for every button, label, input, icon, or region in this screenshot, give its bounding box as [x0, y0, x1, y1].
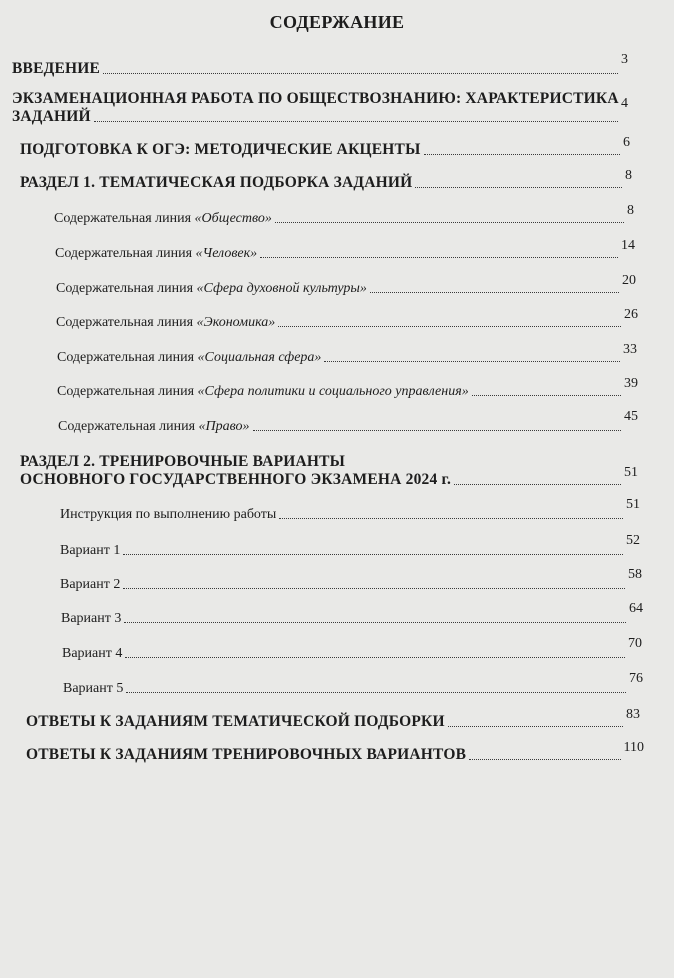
- leader-dots: [123, 588, 625, 589]
- toc-page-number: 52: [626, 533, 640, 548]
- subentry-topic: «Сфера духовной культуры»: [196, 281, 367, 296]
- leader-dots: [324, 361, 620, 362]
- toc-entry-answers-thematic[interactable]: [26, 707, 640, 731]
- toc-page-number: 39: [624, 376, 638, 391]
- subentry-topic: «Право»: [198, 419, 250, 434]
- leader-dots: [415, 187, 622, 188]
- toc-subentry[interactable]: [62, 636, 642, 662]
- subentry-prefix: Содержательная линия: [54, 211, 195, 226]
- leader-dots: [448, 726, 623, 727]
- toc-entry-section2[interactable]: [20, 453, 638, 489]
- subentry-prefix: Содержательная линия: [56, 281, 197, 296]
- toc-subentry[interactable]: [63, 671, 643, 697]
- toc-entry-answers-variants[interactable]: [26, 740, 644, 764]
- toc-page-number: 58: [628, 567, 642, 582]
- subentry-topic: «Сфера политики и социального управления»: [197, 384, 469, 399]
- subentry-topic: «Социальная сфера»: [197, 350, 322, 365]
- subentry-title: Вариант 2: [60, 577, 121, 592]
- toc-page-number: 8: [627, 203, 634, 218]
- leader-dots: [125, 657, 625, 658]
- toc-page-number: 83: [626, 707, 640, 722]
- page-title: СОДЕРЖАНИЕ: [269, 12, 405, 32]
- toc-entry-section1[interactable]: [20, 168, 632, 192]
- toc-page-number: 14: [621, 238, 635, 253]
- subentry-prefix: Содержательная линия: [55, 246, 196, 261]
- subentry-title: Вариант 1: [60, 543, 121, 558]
- toc-entry-title-line2: ЗАДАНИЙ: [12, 108, 91, 125]
- subentry-title: Вариант 5: [63, 681, 124, 696]
- toc-page-number: 8: [625, 168, 632, 183]
- leader-dots: [260, 257, 618, 258]
- subentry-prefix: Содержательная линия: [56, 315, 197, 330]
- subentry-topic: «Общество»: [194, 211, 272, 226]
- toc-page-number: 3: [621, 52, 628, 67]
- toc-entry-intro[interactable]: [12, 52, 628, 78]
- toc-entry-title: ВВЕДЕНИЕ: [12, 60, 101, 77]
- leader-dots: [278, 326, 621, 327]
- toc-subentry[interactable]: [58, 409, 638, 435]
- toc-entry-title-line1: ЭКЗАМЕНАЦИОННАЯ РАБОТА ПО ОБЩЕСТВОЗНАНИЮ: ХАРАКТЕРИСТИКА: [12, 90, 619, 107]
- subentry-topic: «Экономика»: [196, 315, 276, 330]
- subentry-prefix: Содержательная линия: [57, 384, 198, 399]
- toc-entry-title: ОТВЕТЫ К ЗАДАНИЯМ ТРЕНИРОВОЧНЫХ ВАРИАНТОВ: [26, 746, 467, 763]
- subentry-title: Вариант 3: [61, 611, 122, 626]
- toc-page-number: 51: [624, 465, 638, 480]
- toc-entry-title: ОТВЕТЫ К ЗАДАНИЯМ ТЕМАТИЧЕСКОЙ ПОДБОРКИ: [26, 713, 445, 730]
- toc-entry-title: РАЗДЕЛ 1. ТЕМАТИЧЕСКАЯ ПОДБОРКА ЗАДАНИЙ: [20, 174, 413, 191]
- leader-dots: [126, 692, 626, 693]
- toc-subentry[interactable]: [56, 273, 636, 297]
- leader-dots: [469, 759, 620, 760]
- subentry-prefix: Содержательная линия: [58, 419, 199, 434]
- toc-subentry[interactable]: [60, 533, 640, 559]
- leader-dots: [103, 73, 618, 74]
- toc-page-number: 45: [624, 409, 638, 424]
- leader-dots: [424, 154, 620, 155]
- subentry-prefix: Содержательная линия: [57, 350, 198, 365]
- leader-dots: [123, 554, 623, 555]
- leader-dots: [94, 121, 618, 122]
- toc-subentry[interactable]: [56, 307, 638, 331]
- toc-entry-title-line1: РАЗДЕЛ 2. ТРЕНИРОВОЧНЫЕ ВАРИАНТЫ: [20, 453, 346, 470]
- toc-entry-title-line2: ОСНОВНОГО ГОСУДАРСТВЕННОГО ЭКЗАМЕНА 2024 г.: [20, 471, 452, 488]
- toc-subentry[interactable]: [57, 342, 637, 366]
- toc-subentry[interactable]: [54, 203, 634, 227]
- toc-page-number: 64: [629, 601, 643, 616]
- toc-subentry[interactable]: [57, 376, 638, 400]
- toc-page-number: 20: [622, 273, 636, 288]
- toc-page-number: 76: [629, 671, 643, 686]
- toc-entry-title: ПОДГОТОВКА К ОГЭ: МЕТОДИЧЕСКИЕ АКЦЕНТЫ: [20, 141, 421, 158]
- subentry-title: Вариант 4: [62, 646, 123, 661]
- leader-dots: [370, 292, 619, 293]
- toc-page-number: 33: [623, 342, 637, 357]
- leader-dots: [472, 395, 621, 396]
- subentry-title: Инструкция по выполнению работы: [60, 507, 277, 522]
- leader-dots: [124, 622, 626, 623]
- toc-entry-prep[interactable]: [20, 135, 630, 159]
- toc-subentry[interactable]: [55, 238, 635, 262]
- toc-page-number: 26: [624, 307, 638, 322]
- leader-dots: [279, 518, 623, 519]
- toc-page-number: 110: [623, 740, 644, 755]
- toc-subentry[interactable]: [61, 601, 643, 627]
- toc-subentry[interactable]: [60, 567, 642, 593]
- toc-page-number: 4: [621, 96, 628, 111]
- leader-dots: [275, 222, 624, 223]
- leader-dots: [454, 484, 621, 485]
- toc-page-number: 6: [623, 135, 630, 150]
- leader-dots: [253, 430, 621, 431]
- toc-entry-exam[interactable]: [12, 90, 628, 126]
- toc-page-number: 51: [626, 497, 640, 512]
- toc-page-number: 70: [628, 636, 642, 651]
- subentry-topic: «Человек»: [195, 246, 258, 261]
- toc-subentry[interactable]: [60, 497, 640, 523]
